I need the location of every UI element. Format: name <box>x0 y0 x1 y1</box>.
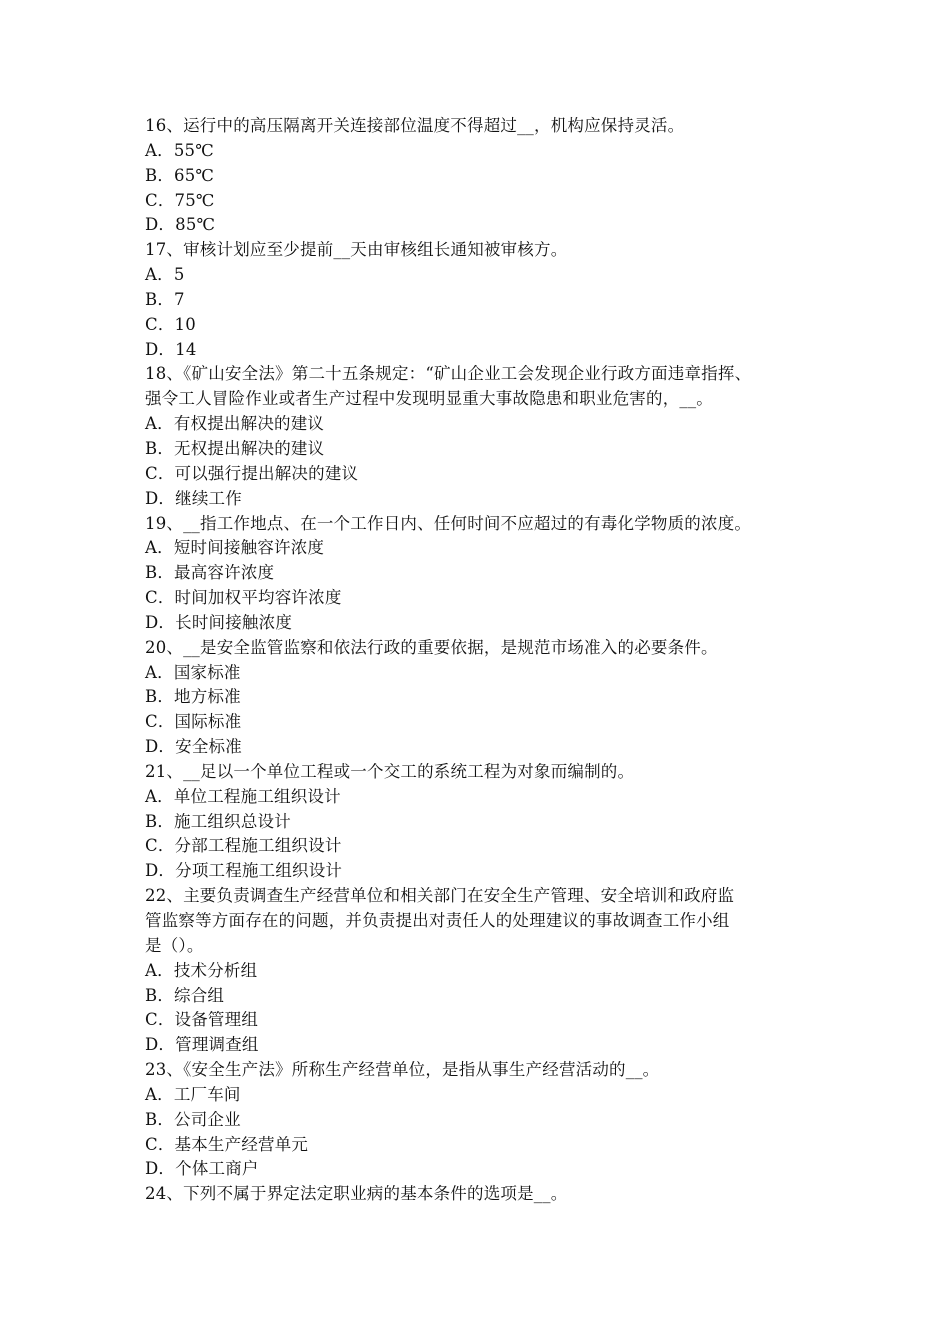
option-c: C．10 <box>145 314 196 334</box>
option-b: B．最高容许浓度 <box>145 563 275 583</box>
option-c: C．时间加权平均容许浓度 <box>145 588 342 608</box>
option-b: B．公司企业 <box>145 1109 241 1129</box>
option-d: D．分项工程施工组织设计 <box>145 861 343 881</box>
option-c: C．分部工程施工组织设计 <box>145 836 342 856</box>
question-22 <box>145 884 815 1058</box>
option-b: B．施工组织总设计 <box>145 811 291 831</box>
option-a: A．5 <box>145 265 185 285</box>
option-d: D．个体工商户 <box>145 1159 259 1179</box>
option-a: A．技术分析组 <box>145 960 258 980</box>
question-stem-line-2: 管监察等方面存在的问题，并负责提出对责任人的处理建议的事故调查工作小组 <box>145 911 730 930</box>
question-21 <box>145 760 815 884</box>
question-18 <box>145 362 815 511</box>
question-stem-line-1: 22、主要负责调查生产经营单位和相关部门在安全生产管理、安全培训和政府监 <box>145 886 735 906</box>
option-d: D．管理调查组 <box>145 1035 259 1055</box>
option-d: D．安全标准 <box>145 737 242 757</box>
question-19 <box>145 512 815 636</box>
option-c: C．国际标准 <box>145 712 242 732</box>
option-a: A．国家标准 <box>145 662 241 682</box>
option-b: B．无权提出解决的建议 <box>145 438 325 458</box>
option-c: C．可以强行提出解决的建议 <box>145 463 359 483</box>
option-c: C．设备管理组 <box>145 1010 259 1030</box>
question-stem: 20、__是安全监管监察和依法行政的重要依据，是规范市场准入的必要条件。 <box>145 637 718 657</box>
option-a: A．短时间接触容许浓度 <box>145 538 325 558</box>
option-a: A．55℃ <box>145 140 214 160</box>
question-stem-line-1: 18、《矿山安全法》第二十五条规定：“矿山企业工会发现企业行政方面违章指挥、 <box>145 364 752 384</box>
question-20 <box>145 636 815 760</box>
question-stem-line-2: 强令工人冒险作业或者生产过程中发现明显重大事故隐患和职业危害的，__。 <box>145 389 713 409</box>
option-b: B．7 <box>145 289 185 309</box>
question-stem: 21、__足以一个单位工程或一个交工的系统工程为对象而编制的。 <box>145 761 635 781</box>
option-c: C．75℃ <box>145 190 215 210</box>
option-d: D．长时间接触浓度 <box>145 612 293 632</box>
option-a: A．单位工程施工组织设计 <box>145 786 341 806</box>
option-b: B．地方标准 <box>145 687 241 707</box>
option-d: D．14 <box>145 339 197 359</box>
question-stem: 16、运行中的高压隔离开关连接部位温度不得超过__，机构应保持灵活。 <box>145 116 685 135</box>
option-d: D．继续工作 <box>145 488 242 508</box>
option-d: D．85℃ <box>145 215 216 235</box>
option-b: B．综合组 <box>145 985 225 1005</box>
question-list <box>145 114 815 1207</box>
question-23 <box>145 1058 815 1182</box>
question-17 <box>145 238 815 362</box>
question-stem: 17、审核计划应至少提前__天由审核组长通知被审核方。 <box>145 240 568 260</box>
question-24 <box>145 1182 815 1207</box>
question-stem: 19、__指工作地点、在一个工作日内、任何时间不应超过的有毒化学物质的浓度。 <box>145 513 752 533</box>
question-16 <box>145 114 815 238</box>
question-stem: 23、《安全生产法》所称生产经营单位，是指从事生产经营活动的__。 <box>145 1060 660 1080</box>
question-stem: 24、下列不属于界定法定职业病的基本条件的选项是__。 <box>145 1184 568 1204</box>
option-c: C．基本生产经营单元 <box>145 1134 309 1154</box>
option-a: A．有权提出解决的建议 <box>145 414 325 434</box>
option-a: A．工厂车间 <box>145 1084 241 1104</box>
question-stem-line-3: 是（）。 <box>145 935 204 955</box>
option-b: B．65℃ <box>145 165 215 185</box>
